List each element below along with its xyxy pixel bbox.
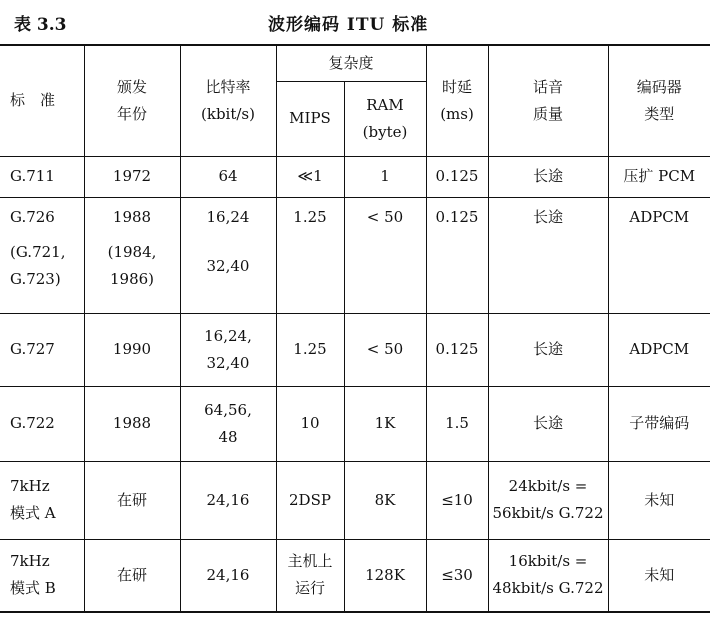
cell-ram: 128K — [344, 539, 426, 612]
cell-year: 1990 — [84, 313, 180, 386]
cell-quality: 长途 — [488, 313, 608, 386]
cell-bitrate: 16,24 32,40 — [180, 197, 276, 313]
cell-coder: ADPCM — [608, 313, 710, 386]
cell-standard: 7kHz 模式 A — [0, 461, 84, 539]
cell-bitrate: 16,24, 32,40 — [180, 313, 276, 386]
cell-ram: 1K — [344, 386, 426, 461]
cell-ram: < 50 — [344, 197, 426, 313]
cell-quality: 16kbit/s = 48kbit/s G.722 — [488, 539, 608, 612]
header-year: 颁发 年份 — [84, 45, 180, 156]
cell-coder: 未知 — [608, 539, 710, 612]
cell-year: 在研 — [84, 461, 180, 539]
cell-standard: G.727 — [0, 313, 84, 386]
cell-bitrate: 64 — [180, 156, 276, 197]
table-row — [0, 461, 710, 539]
cell-delay: ≤10 — [426, 461, 488, 539]
cell-delay: 0.125 — [426, 313, 488, 386]
cell-standard: 7kHz 模式 B — [0, 539, 84, 612]
cell-ram: 8K — [344, 461, 426, 539]
cell-coder: 未知 — [608, 461, 710, 539]
table-caption — [0, 6, 710, 36]
cell-mips: 1.25 — [276, 313, 344, 386]
cell-ram: 1 — [344, 156, 426, 197]
cell-year: 1972 — [84, 156, 180, 197]
cell-coder: 压扩 PCM — [608, 156, 710, 197]
cell-standard: G.711 — [0, 156, 84, 197]
cell-bitrate: 64,56, 48 — [180, 386, 276, 461]
header-standard: 标 准 — [0, 45, 84, 156]
cell-quality: 长途 — [488, 156, 608, 197]
cell-mips: 1.25 — [276, 197, 344, 313]
cell-quality: 长途 — [488, 386, 608, 461]
cell-coder: 子带编码 — [608, 386, 710, 461]
cell-bitrate: 24,16 — [180, 539, 276, 612]
table-row — [0, 313, 710, 386]
header-quality: 话音 质量 — [488, 45, 608, 156]
cell-ram: < 50 — [344, 313, 426, 386]
header-complexity: 复杂度 — [276, 45, 426, 81]
header-mips: MIPS — [276, 81, 344, 156]
table-row — [0, 197, 710, 313]
table-number: 表 3.3 — [14, 15, 67, 35]
cell-mips: 10 — [276, 386, 344, 461]
header-ram: RAM (byte) — [344, 81, 426, 156]
table-row — [0, 539, 710, 612]
table-row — [0, 156, 710, 197]
cell-year: 1988 — [84, 386, 180, 461]
cell-coder: ADPCM — [608, 197, 710, 313]
cell-delay: 0.125 — [426, 197, 488, 313]
cell-year: 在研 — [84, 539, 180, 612]
table-title: 波形编码 ITU 标准 — [268, 15, 429, 35]
header-bitrate: 比特率 (kbit/s) — [180, 45, 276, 156]
cell-mips: 主机上 运行 — [276, 539, 344, 612]
table-row — [0, 386, 710, 461]
header-delay: 时延 (ms) — [426, 45, 488, 156]
cell-bitrate: 24,16 — [180, 461, 276, 539]
cell-delay: 0.125 — [426, 156, 488, 197]
cell-standard: G.722 — [0, 386, 84, 461]
cell-delay: 1.5 — [426, 386, 488, 461]
cell-mips: ≪1 — [276, 156, 344, 197]
cell-quality: 长途 — [488, 197, 608, 313]
header-coder: 编码器 类型 — [608, 45, 710, 156]
cell-standard: G.726 (G.721, G.723) — [0, 197, 84, 313]
cell-mips: 2DSP — [276, 461, 344, 539]
cell-delay: ≤30 — [426, 539, 488, 612]
itu-standards-table — [0, 44, 710, 613]
cell-year: 1988 (1984, 1986) — [84, 197, 180, 313]
cell-quality: 24kbit/s = 56kbit/s G.722 — [488, 461, 608, 539]
